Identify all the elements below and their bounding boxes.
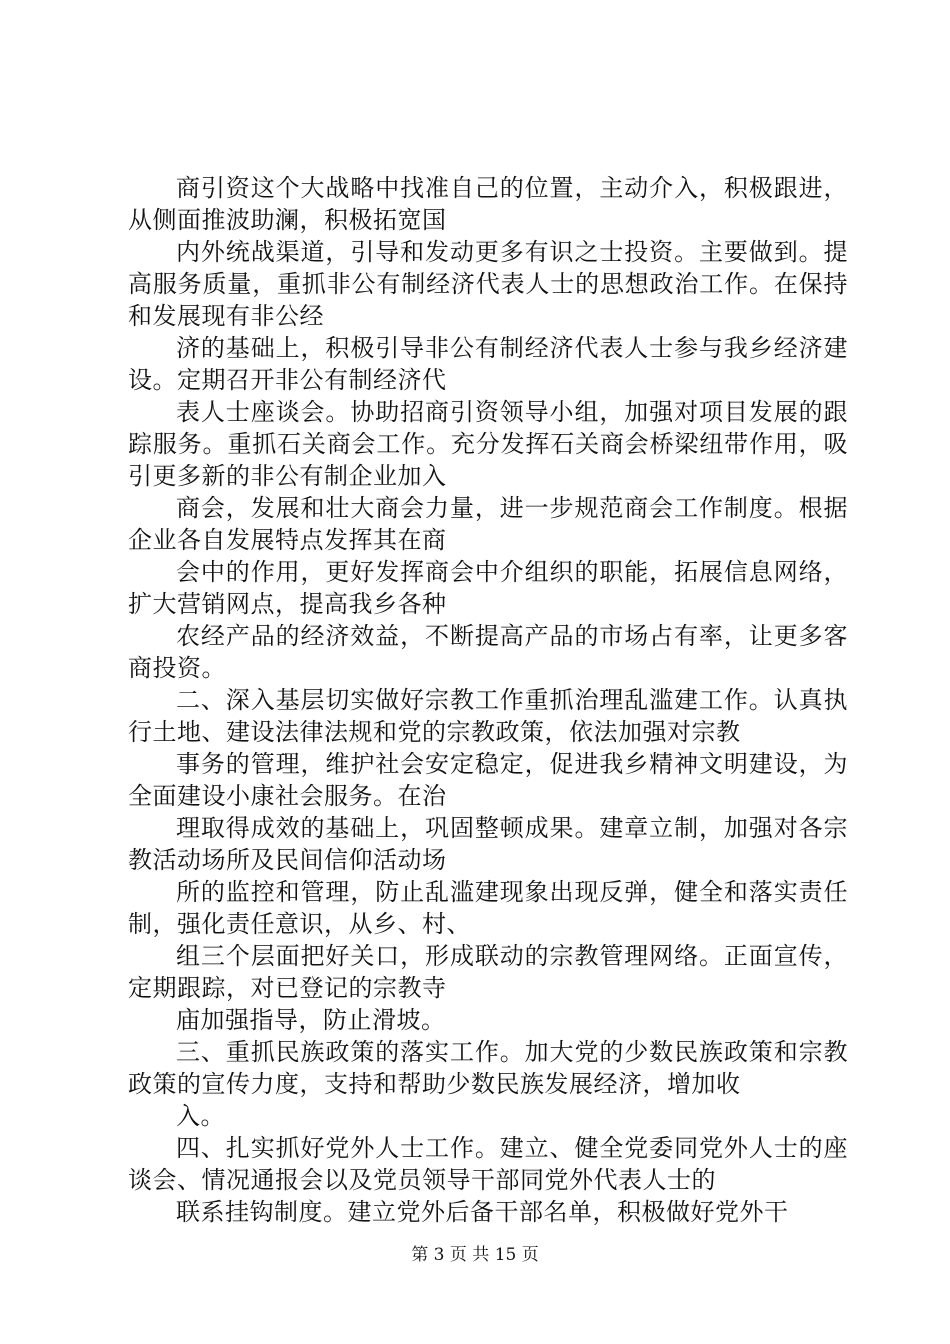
- paragraph: 表人士座谈会。协助招商引资领导小组，加强对项目发展的跟踪服务。重抓石关商会工作。充分发挥石关商会桥梁纽带作用，吸引更多新的非公有制企业加入: [128, 398, 848, 490]
- paragraph: 理取得成效的基础上，巩固整顿成果。建章立制，加强对各宗教活动场所及民间信仰活动场: [128, 814, 848, 874]
- paragraph: 四、扎实抓好党外人士工作。建立、健全党委同党外人士的座谈会、情况通报会以及党员领导干部同党外代表人士的: [128, 1134, 848, 1194]
- paragraph: 会中的作用，更好发挥商会中介组织的职能，拓展信息网络，扩大营销网点，提高我乡各种: [128, 558, 848, 618]
- paragraph: 农经产品的经济效益，不断提高产品的市场占有率，让更多客商投资。: [128, 622, 848, 682]
- page-number-footer: 第 3 页 共 15 页: [411, 1245, 539, 1265]
- paragraph: 商引资这个大战略中找准自己的位置，主动介入，积极跟进，从侧面推波助澜，积极拓宽国: [128, 174, 848, 234]
- paragraph: 三、重抓民族政策的落实工作。加大党的少数民族政策和宗教政策的宣传力度，支持和帮助少数民族发展经济，增加收: [128, 1038, 848, 1098]
- paragraph: 事务的管理，维护社会安定稳定，促进我乡精神文明建设，为全面建设小康社会服务。在治: [128, 750, 848, 810]
- paragraph: 庙加强指导，防止滑坡。: [176, 1006, 446, 1034]
- paragraph: 入。: [176, 1102, 225, 1130]
- document-body: [128, 172, 848, 1228]
- paragraph: 所的监控和管理，防止乱滥建现象出现反弹，健全和落实责任制，强化责任意识，从乡、村、: [128, 878, 848, 938]
- paragraph: 二、深入基层切实做好宗教工作重抓治理乱滥建工作。认真执行土地、建设法律法规和党的宗教政策，依法加强对宗教: [128, 686, 848, 746]
- paragraph: 组三个层面把好关口，形成联动的宗教管理网络。正面宣传，定期跟踪，对已登记的宗教寺: [128, 942, 848, 1002]
- paragraph: 商会，发展和壮大商会力量，进一步规范商会工作制度。根据企业各自发展特点发挥其在商: [128, 494, 848, 554]
- paragraph: 联系挂钩制度。建立党外后备干部名单，积极做好党外干: [176, 1198, 789, 1226]
- paragraph: 济的基础上，积极引导非公有制经济代表人士参与我乡经济建设。定期召开非公有制经济代: [128, 334, 848, 394]
- paragraph: 内外统战渠道，引导和发动更多有识之士投资。主要做到。提高服务质量，重抓非公有制经济代表人士的思想政治工作。在保持和发展现有非公经: [128, 238, 848, 330]
